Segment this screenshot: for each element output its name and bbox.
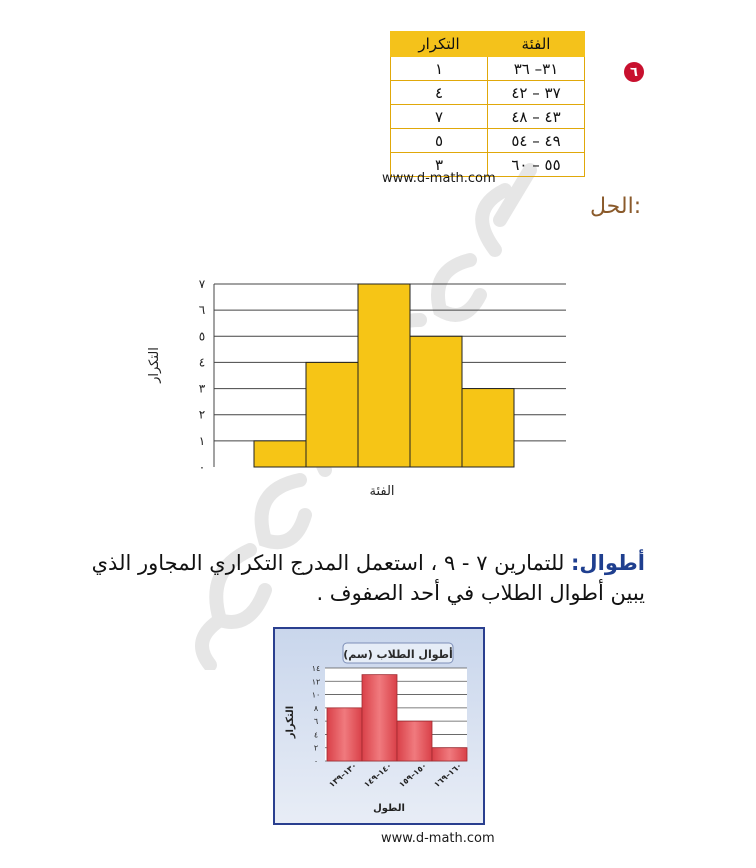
- cell-frequency: ٤: [391, 81, 488, 105]
- table-row: [391, 81, 585, 105]
- x-tick-label: ١٣٠–١٣٩: [327, 760, 359, 790]
- cell-category: ٣٧ – ٤٢: [488, 81, 585, 105]
- solution-label: الحل:: [590, 194, 642, 219]
- header-category: الفئة: [488, 32, 585, 57]
- y-tick-label: ٠: [313, 757, 319, 766]
- y-tick-label: ٥: [198, 329, 206, 344]
- histogram-bar: [327, 708, 362, 761]
- cell-category: ٤٣ – ٤٨: [488, 105, 585, 129]
- table-row: [391, 57, 585, 81]
- y-tick-label: ٣: [198, 381, 206, 396]
- y-tick-label: ٨: [313, 703, 319, 713]
- x-axis-label: الطول: [373, 803, 405, 814]
- exercise-paragraph: [90, 548, 645, 608]
- website-link-bottom[interactable]: www.d-math.com: [381, 831, 495, 846]
- y-tick-label: ٢: [198, 407, 206, 422]
- histogram-bar: [254, 441, 306, 467]
- cell-frequency: ٣: [391, 153, 488, 177]
- y-tick-label: ٤: [198, 355, 206, 370]
- histogram-bar: [397, 721, 432, 761]
- histogram-bar: [432, 748, 467, 761]
- y-tick-label: ٦: [313, 717, 319, 727]
- y-tick-label: ٠: [198, 460, 206, 474]
- header-frequency: التكرار: [391, 32, 488, 57]
- x-tick-label: ١٤٠–١٤٩: [362, 760, 394, 790]
- histogram-bar: [306, 362, 358, 467]
- cell-frequency: ٥: [391, 129, 488, 153]
- cell-category: ٤٩ – ٥٤: [488, 129, 585, 153]
- y-tick-label: ١٤: [311, 664, 321, 673]
- y-tick-label: ١: [198, 433, 206, 448]
- histogram-bar: [462, 389, 514, 467]
- exercise-lead: أطوال:: [571, 551, 645, 575]
- x-axis-label: الفئة: [369, 484, 395, 499]
- y-axis-label: التكرار: [147, 347, 162, 383]
- x-tick-label: ١٥٠–١٥٩: [397, 760, 429, 790]
- x-tick-label: ١٦٠–١٦٩: [432, 760, 464, 790]
- chart-title: أطوال الطلاب (سم): [343, 648, 453, 661]
- y-tick-label: ٤: [313, 730, 319, 740]
- cell-frequency: ٧: [391, 105, 488, 129]
- histogram-bar: [410, 336, 462, 467]
- cell-category: ٣١– ٣٦: [488, 57, 585, 81]
- problem-number-badge: ٦: [624, 62, 644, 82]
- y-axis-label: التكرار: [285, 705, 296, 739]
- histogram-chart: [130, 270, 570, 510]
- table-row: [391, 105, 585, 129]
- y-tick-label: ٢: [313, 743, 319, 753]
- frequency-table: [390, 31, 585, 177]
- histogram-bar: [358, 284, 410, 467]
- exercise-text: للتمارين ٧ - ٩ ، استعمل المدرج التكراري المجاور الذي يبين أطوال الطلاب في أحد الصفوف .: [91, 551, 645, 605]
- y-tick-label: ١٢: [311, 677, 321, 687]
- y-tick-label: ٦: [198, 303, 206, 318]
- table-row: [391, 129, 585, 153]
- histogram-bar: [362, 675, 397, 761]
- cell-category: ٥٥ – ٦٠: [488, 153, 585, 177]
- cell-frequency: ١: [391, 57, 488, 81]
- heights-histogram: [273, 627, 485, 825]
- website-link-top[interactable]: www.d-math.com: [382, 171, 496, 186]
- y-tick-label: ١٠: [311, 690, 321, 700]
- y-tick-label: ٧: [198, 277, 206, 291]
